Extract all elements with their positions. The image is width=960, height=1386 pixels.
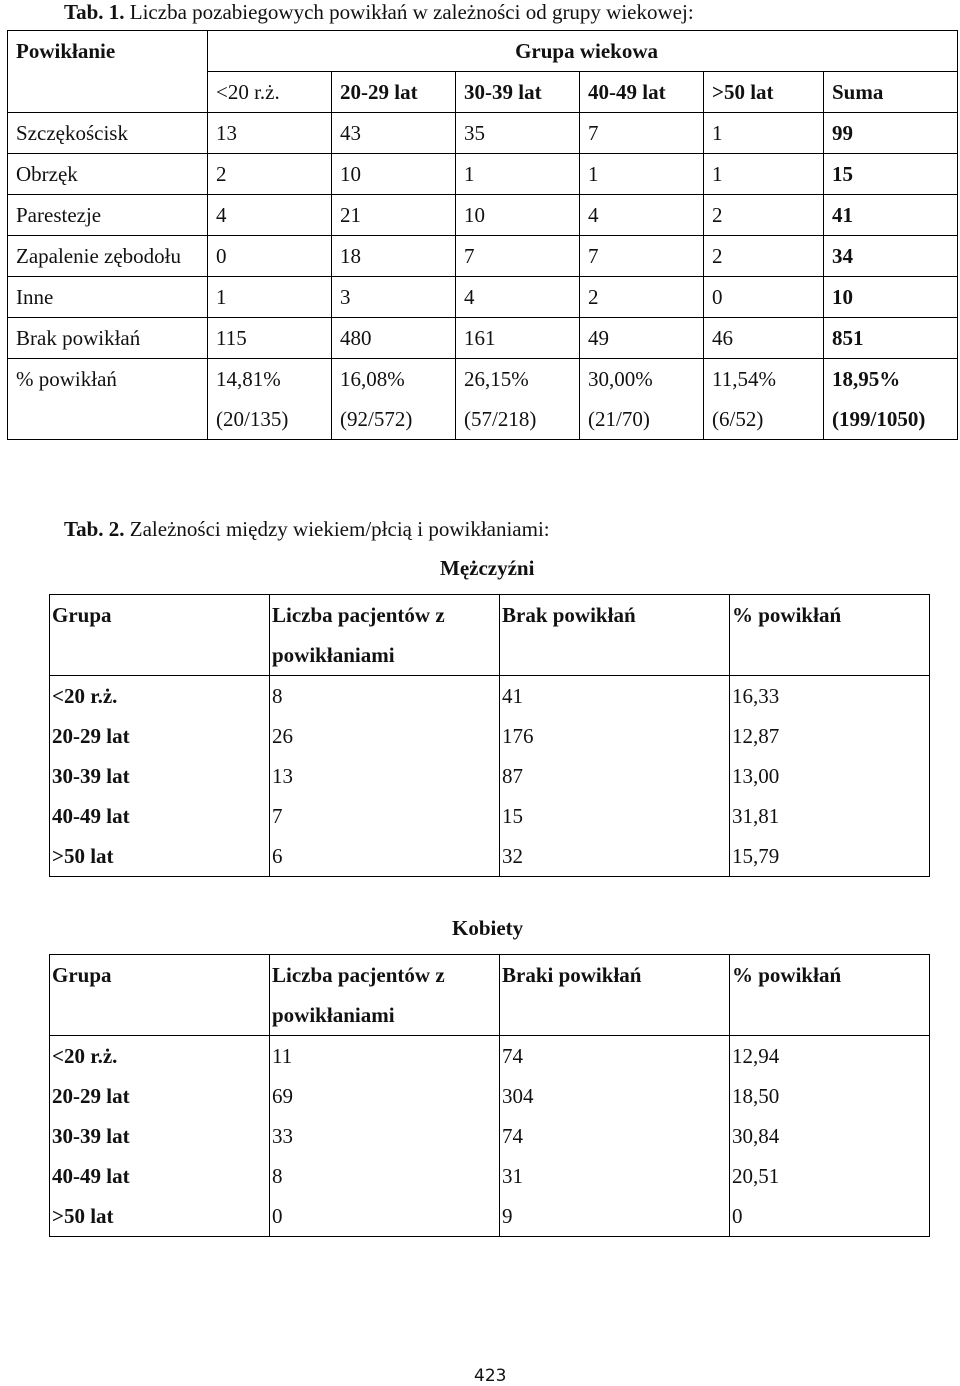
- men-cell: 31,81: [730, 796, 930, 836]
- table1-percent-total-cell: [824, 359, 958, 440]
- table1-row-label: Inne: [8, 277, 208, 318]
- table1-cell: 10: [456, 195, 580, 236]
- men-cell: 6: [270, 836, 500, 877]
- women-cell: 304: [500, 1076, 730, 1116]
- men-cell: 87: [500, 756, 730, 796]
- women-row: [50, 1036, 930, 1077]
- men-row-group: <20 r.ż.: [50, 676, 270, 717]
- table1-row: [8, 195, 958, 236]
- men-row: [50, 676, 930, 717]
- table1-cell: 2: [208, 154, 332, 195]
- women-cell: 69: [270, 1076, 500, 1116]
- women-cell: 9: [500, 1196, 730, 1237]
- table1-cell: 480: [332, 318, 456, 359]
- table1-cell: 1: [208, 277, 332, 318]
- women-row: [50, 1076, 930, 1116]
- table1-col-header: >50 lat: [704, 72, 824, 113]
- table1-cell: 2: [580, 277, 704, 318]
- table1-cell: 21: [332, 195, 456, 236]
- percent-ratio: (199/1050): [832, 407, 926, 431]
- women-heading: Kobiety: [452, 916, 524, 940]
- table1-row-label: Brak powikłań: [8, 318, 208, 359]
- percent-value: 14,81%: [216, 367, 281, 391]
- women-cell: 30,84: [730, 1116, 930, 1156]
- table1-row: [8, 318, 958, 359]
- men-row: [50, 836, 930, 877]
- table1-cell: 35: [456, 113, 580, 154]
- table1-cell: 4: [456, 277, 580, 318]
- table1-cell: 46: [704, 318, 824, 359]
- table1-header-complication: Powikłanie: [8, 31, 208, 113]
- percent-value: 26,15%: [464, 367, 529, 391]
- men-row-group: >50 lat: [50, 836, 270, 877]
- women-header-patients: [270, 955, 500, 1036]
- table1-row-label: Szczękościsk: [8, 113, 208, 154]
- men-cell: 7: [270, 796, 500, 836]
- men-row: [50, 796, 930, 836]
- men-row-group: 30-39 lat: [50, 756, 270, 796]
- table1-cell: 1: [704, 113, 824, 154]
- table1-col-header: <20 r.ż.: [208, 72, 332, 113]
- table2-caption-text: Zależności między wiekiem/płcią i powikłaniami:: [129, 517, 550, 541]
- table1-percent-cell: [456, 359, 580, 440]
- women-row-group: 30-39 lat: [50, 1116, 270, 1156]
- table1-cell: 18: [332, 236, 456, 277]
- table1-row: [8, 277, 958, 318]
- table1-sum-cell: 34: [824, 236, 958, 277]
- women-row: [50, 1196, 930, 1237]
- table1-percent-cell: [208, 359, 332, 440]
- table1-row-label: % powikłań: [8, 359, 208, 440]
- women-row: [50, 1156, 930, 1196]
- women-cell: 12,94: [730, 1036, 930, 1077]
- women-cell: 0: [270, 1196, 500, 1237]
- men-row-group: 20-29 lat: [50, 716, 270, 756]
- table1-row: [8, 113, 958, 154]
- men-complications-table: [49, 594, 930, 877]
- women-header-no-complications: Braki powikłań: [500, 955, 730, 1036]
- table1-row-label: Obrzęk: [8, 154, 208, 195]
- table1-cell: 1: [704, 154, 824, 195]
- women-row: [50, 1116, 930, 1156]
- table1-header-row-1: [8, 31, 958, 72]
- women-header-group: Grupa: [50, 955, 270, 1036]
- table1-caption-text: Liczba pozabiegowych powikłań w zależności od grupy wiekowej:: [129, 0, 694, 24]
- men-header-no-complications: Brak powikłań: [500, 595, 730, 676]
- table1-percent-row: [8, 359, 958, 440]
- table1-row-label: Parestezje: [8, 195, 208, 236]
- women-row-group: 40-49 lat: [50, 1156, 270, 1196]
- table2-caption-label: Tab. 2.: [64, 517, 125, 541]
- men-cell: 41: [500, 676, 730, 717]
- percent-ratio: (21/70): [588, 407, 650, 431]
- women-header-patients-line2: powikłaniami: [272, 1003, 395, 1027]
- women-cell: 74: [500, 1116, 730, 1156]
- men-header-patients-line2: powikłaniami: [272, 643, 395, 667]
- table1-sum-cell: 10: [824, 277, 958, 318]
- men-header-patients: [270, 595, 500, 676]
- table1-cell: 7: [580, 113, 704, 154]
- table1-caption: [64, 0, 694, 24]
- men-cell: 13: [270, 756, 500, 796]
- table1-col-header: Suma: [824, 72, 958, 113]
- table1-percent-cell: [332, 359, 456, 440]
- table1-cell: 2: [704, 195, 824, 236]
- table1-caption-label: Tab. 1.: [64, 0, 125, 24]
- table1-cell: 2: [704, 236, 824, 277]
- women-cell: 33: [270, 1116, 500, 1156]
- women-cell: 31: [500, 1156, 730, 1196]
- table1-cell: 0: [704, 277, 824, 318]
- men-row: [50, 756, 930, 796]
- table1-cell: 115: [208, 318, 332, 359]
- men-cell: 26: [270, 716, 500, 756]
- table1-col-header: 30-39 lat: [456, 72, 580, 113]
- page-number: 423: [474, 1366, 507, 1386]
- percent-ratio: (20/135): [216, 407, 289, 431]
- table1-cell: 1: [456, 154, 580, 195]
- table1-row: [8, 154, 958, 195]
- men-row-group: 40-49 lat: [50, 796, 270, 836]
- women-cell: 11: [270, 1036, 500, 1077]
- percent-value: 16,08%: [340, 367, 405, 391]
- table1-cell: 3: [332, 277, 456, 318]
- table1-sum-cell: 851: [824, 318, 958, 359]
- table1-cell: 7: [456, 236, 580, 277]
- women-complications-table: [49, 954, 930, 1237]
- table1-row: [8, 236, 958, 277]
- percent-value: 30,00%: [588, 367, 653, 391]
- men-cell: 15,79: [730, 836, 930, 877]
- men-header-percent: % powikłań: [730, 595, 930, 676]
- complications-by-age-table: [7, 30, 958, 440]
- men-header-group: Grupa: [50, 595, 270, 676]
- women-cell: 8: [270, 1156, 500, 1196]
- women-header-percent: % powikłań: [730, 955, 930, 1036]
- women-cell: 0: [730, 1196, 930, 1237]
- women-cell: 74: [500, 1036, 730, 1077]
- table1-cell: 0: [208, 236, 332, 277]
- women-header-row: [50, 955, 930, 1036]
- table1-cell: 4: [580, 195, 704, 236]
- women-header-patients-line1: Liczba pacjentów z: [272, 963, 445, 987]
- men-cell: 32: [500, 836, 730, 877]
- men-cell: 16,33: [730, 676, 930, 717]
- table1-col-header: 20-29 lat: [332, 72, 456, 113]
- percent-value: 18,95%: [832, 367, 901, 391]
- men-cell: 12,87: [730, 716, 930, 756]
- women-row-group: >50 lat: [50, 1196, 270, 1237]
- table1-cell: 10: [332, 154, 456, 195]
- women-cell: 20,51: [730, 1156, 930, 1196]
- women-row-group: 20-29 lat: [50, 1076, 270, 1116]
- women-row-group: <20 r.ż.: [50, 1036, 270, 1077]
- men-header-row: [50, 595, 930, 676]
- table1-cell: 1: [580, 154, 704, 195]
- table1-percent-cell: [580, 359, 704, 440]
- table1-cell: 49: [580, 318, 704, 359]
- table1-cell: 43: [332, 113, 456, 154]
- table2-caption: [64, 517, 550, 541]
- men-cell: 8: [270, 676, 500, 717]
- men-row: [50, 716, 930, 756]
- table1-header-age-group: Grupa wiekowa: [208, 31, 958, 72]
- men-cell: 176: [500, 716, 730, 756]
- table1-cell: 13: [208, 113, 332, 154]
- men-cell: 15: [500, 796, 730, 836]
- percent-ratio: (6/52): [712, 407, 764, 431]
- percent-value: 11,54%: [712, 367, 776, 391]
- men-cell: 13,00: [730, 756, 930, 796]
- table1-sum-cell: 99: [824, 113, 958, 154]
- percent-ratio: (57/218): [464, 407, 537, 431]
- men-header-patients-line1: Liczba pacjentów z: [272, 603, 445, 627]
- percent-ratio: (92/572): [340, 407, 413, 431]
- table1-row-label: Zapalenie zębodołu: [8, 236, 208, 277]
- table1-cell: 7: [580, 236, 704, 277]
- table1-sum-cell: 41: [824, 195, 958, 236]
- table1-percent-cell: [704, 359, 824, 440]
- table1-cell: 161: [456, 318, 580, 359]
- table1-sum-cell: 15: [824, 154, 958, 195]
- men-heading: Mężczyźni: [440, 556, 535, 580]
- table1-cell: 4: [208, 195, 332, 236]
- women-cell: 18,50: [730, 1076, 930, 1116]
- table1-col-header: 40-49 lat: [580, 72, 704, 113]
